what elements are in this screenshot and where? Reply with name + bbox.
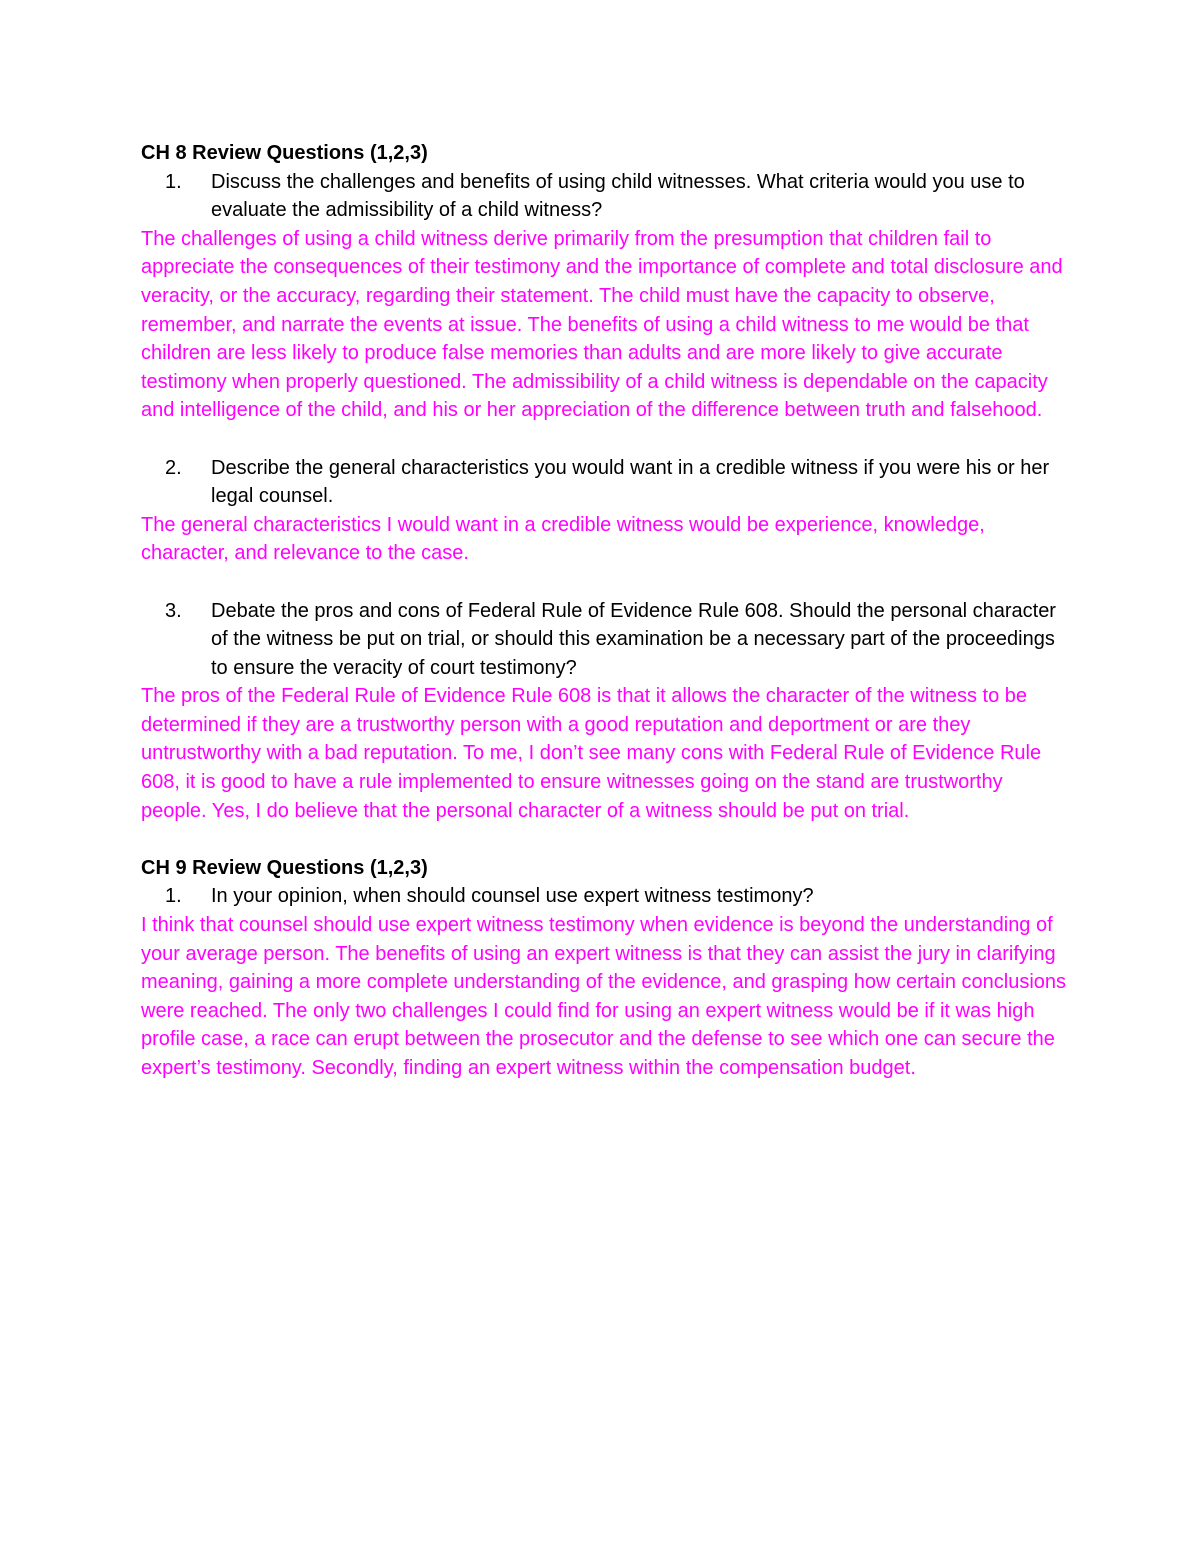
question-item-ch8-3 xyxy=(141,597,1071,683)
spacer xyxy=(141,568,1071,597)
spacer xyxy=(141,425,1071,454)
question-item-ch9-1 xyxy=(141,882,1071,911)
question-number: 2. xyxy=(165,456,182,479)
answer-text: I think that counsel should use expert witness testimony when evidence is beyond the understanding of your average person. The benefits of using an expert witness is that they can assist the jury in clarifying meaning, gaining a more complete understanding of the evidence, and grasping how certain conclusions were reached. The only two challenges I could find for using an expert witness would be if it was high profile case, a race can erupt between the prosecutor and the defense to see which one can secure the expert’s testimony. Secondly, finding an expert witness within the compensation budget. xyxy=(141,914,1067,1079)
question-number: 1. xyxy=(165,170,182,193)
document-page xyxy=(141,139,1071,1083)
question-text: Discuss the challenges and benefits of using child witnesses. What criteria would you use to evaluate the admissibility of a child witness? xyxy=(211,170,1025,222)
section-heading-ch9: CH 9 Review Questions (1,2,3) xyxy=(141,856,428,879)
section-heading-ch8: CH 8 Review Questions (1,2,3) xyxy=(141,142,428,164)
question-item-ch8-2 xyxy=(141,454,1071,511)
question-text: Debate the pros and cons of Federal Rule of Evidence Rule 608. Should the personal character of the witness be put on trial, or should this examination be a necessary part of the proceedings to ensure the veracity of court testimony? xyxy=(211,599,1056,679)
answer-text: The general characteristics I would want in a credible witness would be experience, knowledge, character, and relevance to the case. xyxy=(141,513,985,565)
question-item-ch8-1 xyxy=(141,168,1071,225)
question-number: 1. xyxy=(165,885,182,908)
question-text: Describe the general characteristics you would want in a credible witness if you were his or her legal counsel. xyxy=(211,456,1050,508)
spacer xyxy=(141,825,1071,854)
question-text: In your opinion, when should counsel use expert witness testimony? xyxy=(211,885,814,908)
answer-text: The pros of the Federal Rule of Evidence Rule 608 is that it allows the character of the witness to be determined if they are a trustworthy person with a good reputation and deportment or are they untrustworthy with a bad reputation. To me, I don’t see many cons with Federal Rule of Evidence Rule 608, it is good to have a rule implemented to ensure witnesses going on the stand are trustworthy people. Yes, I do believe that the personal character of a witness should be put on trial. xyxy=(141,685,1042,822)
question-number: 3. xyxy=(165,599,182,622)
answer-text: The challenges of using a child witness derive primarily from the presumption that children fail to appreciate the consequences of their testimony and the importance of complete and total disclosure and veracity, or the accuracy, regarding their statement. The child must have the capacity to observe, remember, and narrate the events at issue. The benefits of using a child witness to me would be that children are less likely to produce false memories than adults and are more likely to give accurate testimony when properly questioned. The admissibility of a child witness is dependable on the capacity and intelligence of the child, and his or her appreciation of the difference between truth and falsehood. xyxy=(141,227,1063,422)
